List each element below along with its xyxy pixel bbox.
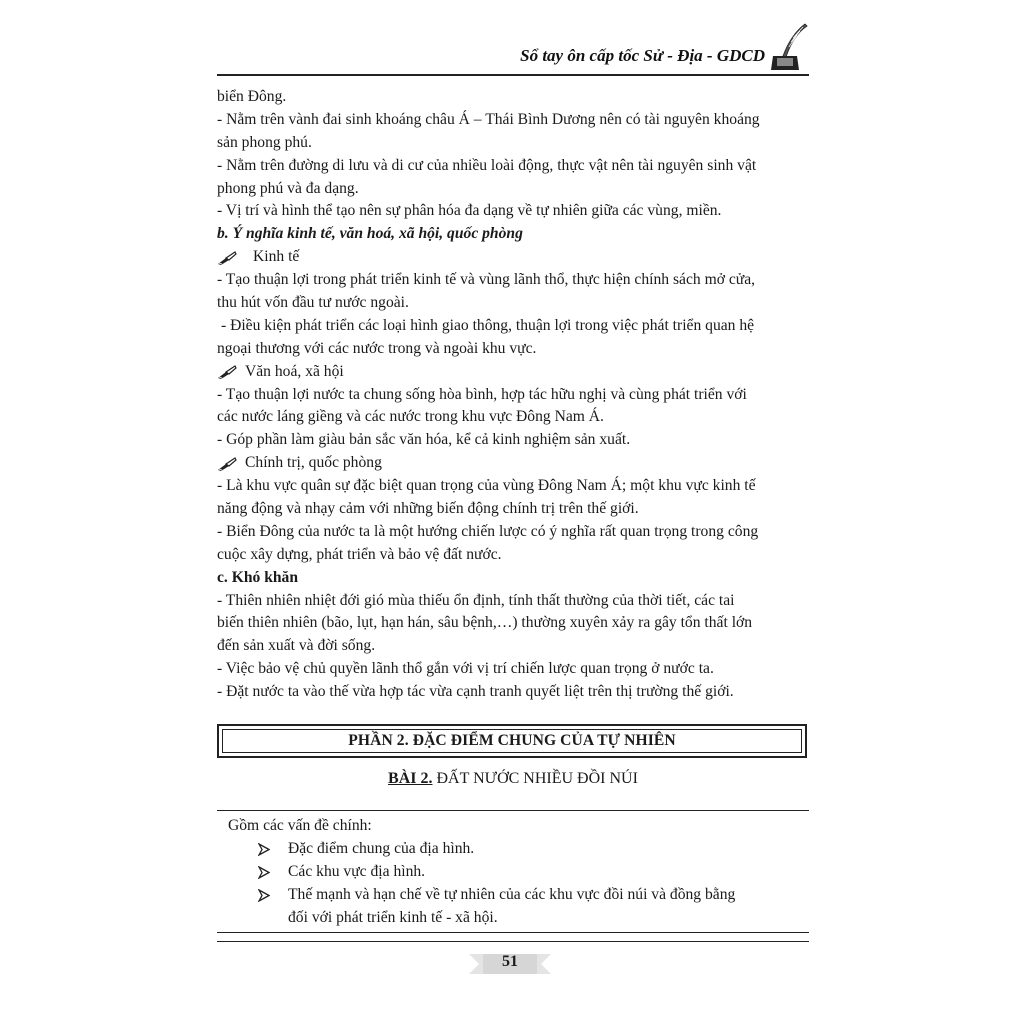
list-item [228,884,808,930]
subheading-defense [217,452,809,475]
text-line: sản phong phú. [217,133,312,151]
arrow-bullet-icon [258,889,270,902]
text-line: đến sản xuất và đời sống. [217,637,376,655]
text-line: phong phú và đa dạng. [217,179,359,197]
text-line: - Nằm trên đường di lưu và di cư của nhiều loài động, thực vật nên tài nguyên sinh vật [217,156,757,174]
text-line: năng động và nhạy cảm với những biến động chính trị trên thế giới. [217,500,639,518]
section-heading-c: c. Khó khăn [217,568,299,586]
quill-inkwell-icon [767,22,809,72]
text-line: - Biển Đông của nước ta là một hướng chiến lược có ý nghĩa rất quan trọng trong công [217,522,759,540]
list-item-text: Đặc điểm chung của địa hình. [288,839,475,857]
text-line: - Việc bảo vệ chủ quyền lãnh thổ gắn với vị trí chiến lược quan trọng ở nước ta. [217,660,714,678]
text-line: - Nằm trên vành đai sinh khoáng châu Á – Thái Bình Dương nên có tài nguyên khoáng [217,110,760,128]
list-item-text: đối với phát triển kinh tế - xã hội. [288,908,498,926]
list-item-text: Các khu vực địa hình. [288,862,426,880]
writing-hand-icon [217,251,237,265]
text-line: biển Đông. [217,88,287,105]
page-number: 51 [502,953,518,970]
text-line: thu hút vốn đầu tư nước ngoài. [217,294,409,312]
text-line: - Tạo thuận lợi nước ta chung sống hòa bình, hợp tác hữu nghị và cùng phát triển với [217,385,747,403]
lesson-label: BÀI 2. [388,770,433,787]
page-header [217,22,809,76]
subheading-economy [217,246,809,269]
lesson-summary [228,815,808,930]
book-title: Sổ tay ôn cấp tốc Sử - Địa - GDCD [520,46,765,65]
text-line: biến thiên nhiên (bão, lụt, hạn hán, sâu bệnh,…) thường xuyên xảy ra gây tổn thất lớn [217,614,753,632]
lesson-title [217,770,809,788]
list-item [228,838,808,861]
summary-bottom-rule [217,932,809,933]
arrow-bullet-icon [258,866,270,879]
subheading-label: Văn hoá, xã hội [245,362,344,380]
subheading-label: Chính trị, quốc phòng [245,454,382,472]
text-line: - Tạo thuận lợi trong phát triển kinh tế và vùng lãnh thổ, thực hiện chính sách mở cửa, [217,271,756,289]
subheading-label: Kinh tế [253,248,300,266]
summary-list [228,838,808,930]
part-title-box [217,724,807,758]
arrow-bullet-icon [258,843,270,856]
summary-intro: Gồm các vấn đề chính: [228,817,372,834]
text-line: các nước láng giềng và các nước trong khu vực Đông Nam Á. [217,408,604,426]
lesson-name: ĐẤT NƯỚC NHIỀU ĐỒI NÚI [432,770,638,787]
text-line: cuộc xây dựng, phát triển và bảo vệ đất nước. [217,545,502,563]
text-line: ngoại thương với các nước trong và ngoài khu vực. [217,339,537,357]
page-footer [469,952,551,976]
text-line: - Là khu vực quân sự đặc biệt quan trọng của vùng Đông Nam Á; một khu vực kinh tế [217,477,756,495]
writing-hand-icon [217,365,237,379]
section-heading-b: b. Ý nghĩa kinh tế, văn hoá, xã hội, quốc phòng [217,225,523,243]
main-content [217,86,809,704]
text-line: - Thiên nhiên nhiệt đới gió mùa thiếu ổn định, tính thất thường của thời tiết, các tai [217,591,735,609]
text-line: - Góp phần làm giàu bản sắc văn hóa, kể cả kinh nghiệm sản xuất. [217,431,631,449]
summary-top-rule [217,810,809,811]
subheading-culture [217,361,809,384]
writing-hand-icon [217,457,237,471]
list-item-text: Thế mạnh và hạn chế về tự nhiên của các khu vực đồi núi và đồng bằng [288,885,736,903]
text-line: - Điều kiện phát triển các loại hình giao thông, thuận lợi trong việc phát triển quan hệ [221,316,755,334]
text-line: - Đặt nước ta vào thế vừa hợp tác vừa cạnh tranh quyết liệt trên thị trường thế giới. [217,683,734,701]
part-title: PHẦN 2. ĐẶC ĐIỂM CHUNG CỦA TỰ NHIÊN [222,729,802,753]
text-line: - Vị trí và hình thể tạo nên sự phân hóa đa dạng về tự nhiên giữa các vùng, miền. [217,202,722,220]
list-item [228,861,808,884]
summary-bottom-rule-2 [217,941,809,942]
